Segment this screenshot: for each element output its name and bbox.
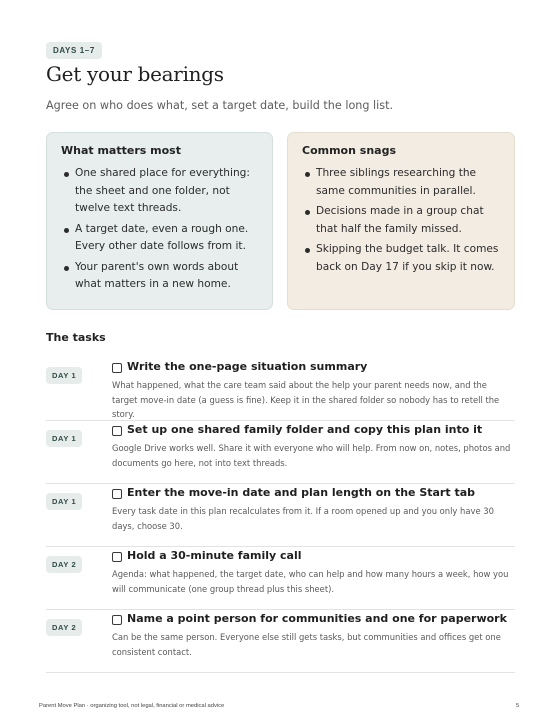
phase-badge: DAYS 1–7 [46,42,102,59]
common-snags-title: Common snags [302,144,396,157]
bullet-icon [64,172,69,177]
page-number: 5 [516,703,520,709]
bullet-icon [64,266,69,271]
task-description: Can be the same person. Everyone else still gets tasks, but communities and offices get one consistent contact. [112,632,501,657]
common-snags-list [302,165,500,276]
task-checkbox[interactable] [112,489,122,499]
task-checkbox[interactable] [112,363,122,373]
common-snags-card [287,132,515,310]
task-title: Hold a 30-minute family call [127,549,302,562]
task-row [46,547,515,610]
day-badge: DAY 2 [46,619,82,636]
page-title: Get your bearings [46,62,224,86]
common-snags-item: Decisions made in a group chat that half the family missed. [302,203,500,238]
task-row [46,421,515,484]
task-description: What happened, what the care team said about the help your parent needs now, and the target move-in date (a guess is fine). Keep it in the shared folder so nobody has to retell the story. [112,380,500,419]
what-matters-item: Your parent's own words about what matters in a new home. [61,259,258,294]
bullet-icon [305,172,310,177]
task-title: Enter the move-in date and plan length on the Start tab [127,486,475,499]
footer-disclaimer: Parent Move Plan · organizing tool, not legal, financial or medical advice [39,703,225,709]
what-matters-item: A target date, even a rough one. Every other date follows from it. [61,221,258,256]
day-badge: DAY 1 [46,430,82,447]
what-matters-title: What matters most [61,144,181,157]
page-subtitle: Agree on who does what, set a target date, build the long list. [46,99,394,112]
what-matters-list [61,165,258,294]
bullet-icon [305,248,310,253]
task-title: Name a point person for communities and one for paperwork [127,612,507,625]
day-badge: DAY 1 [46,367,82,384]
task-checkbox[interactable] [112,615,122,625]
common-snags-item: Skipping the budget talk. It comes back on Day 17 if you skip it now. [302,241,500,276]
tasks-heading: The tasks [46,331,106,344]
bullet-icon [64,228,69,233]
day-badge: DAY 2 [46,556,82,573]
day-badge: DAY 1 [46,493,82,510]
task-row [46,358,515,421]
what-matters-item: One shared place for everything: the sheet and one folder, not twelve text threads. [61,165,258,218]
task-row [46,610,515,673]
task-description: Google Drive works well. Share it with everyone who will help. From now on, notes, photos and documents go here, not into text threads. [112,443,511,468]
task-row [46,484,515,547]
what-matters-card [46,132,273,310]
task-title: Set up one shared family folder and copy this plan into it [127,423,483,436]
bullet-icon [305,210,310,215]
task-checkbox[interactable] [112,552,122,562]
task-description: Every task date in this plan recalculates from it. If a room opened up and you only have 30 days, choose 30. [112,506,494,531]
common-snags-item: Three siblings researching the same communities in parallel. [302,165,500,200]
task-title: Write the one-page situation summary [127,360,368,373]
task-description: Agenda: what happened, the target date, who can help and how many hours a week, how you will communicate (one group thread plus this sheet). [112,569,509,594]
task-checkbox[interactable] [112,426,122,436]
